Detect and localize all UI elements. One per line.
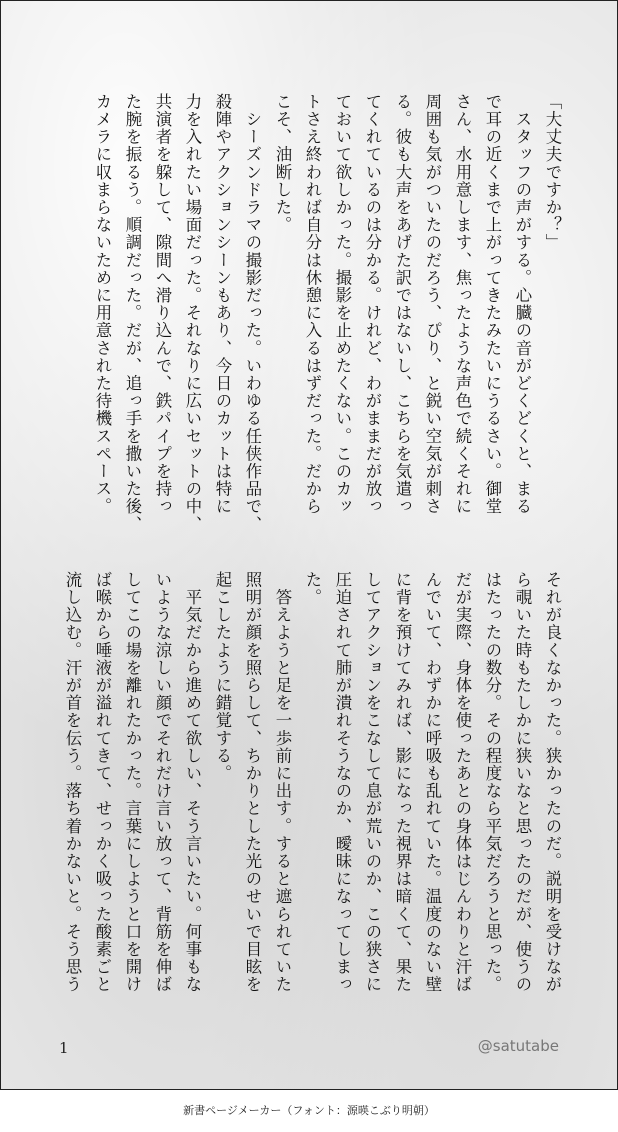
text-line: シーズンドラマの撮影だった。いわゆる任侠作品で、	[243, 93, 262, 533]
text-block-lower	[57, 571, 567, 994]
text-line: ら覗いた時もたしかに狭いなと思ったのだが、使うの	[513, 571, 532, 994]
text-line: してこの場を離れたかった。言葉にしようと口を開け	[123, 571, 142, 994]
text-line: ておいて欲しかった。撮影を止めたくない。このカッ	[333, 93, 352, 516]
text-line: それが良くなかった。狭かったのだ。説明を受けなが	[543, 571, 562, 994]
text-block-upper	[93, 93, 567, 533]
page-number: 1	[59, 1039, 69, 1057]
text-line: してアクションをこなして息が荒いのか、この狭さに	[363, 571, 382, 994]
text-line: 共演者を躱して、隙間へ滑り込んで、鉄パイプを持っ	[153, 93, 172, 516]
text-line: る。彼も大声をあげた訳ではないし、こちらを気遣っ	[393, 93, 412, 516]
text-line: 答えようと足を一歩前に出す。すると遮られていた	[273, 571, 292, 994]
text-line: で耳の近くまで上がってきたみたいにうるさい。御堂	[483, 93, 502, 516]
text-line: んでいて、わずかに呼吸も乱れていた。温度のない壁	[423, 571, 442, 994]
text-line: だが実際、身体を使ったあとの身体はじんわりと汗ば	[453, 571, 472, 994]
text-line: カメラに収まらないために用意された待機スペース。	[93, 93, 112, 516]
generator-caption: 新書ページメーカー（フォント：源暎こぶり明朝）	[183, 1104, 435, 1117]
text-line: てくれているのは分かる。けれど、わがままだが放っ	[363, 93, 382, 516]
text-line: 力を入れたい場面だった。それなりに広いセットの中、	[183, 93, 202, 533]
text-line: た。	[303, 571, 322, 607]
text-line: た腕を振るう。順調だった。だが、追っ手を撒いた後、	[123, 93, 142, 533]
text-line: スタッフの声がする。心臓の音がどくどくと、まる	[513, 93, 532, 516]
text-line: さん、水用意します、焦ったような声色で続くそれに	[453, 93, 472, 516]
text-line: 起こしたように錯覚する。	[213, 571, 232, 783]
text-line: 周囲も気がついたのだろう、ぴり、と鋭い空気が刺さ	[423, 93, 442, 516]
text-line: 照明が顔を照らして、ちかりとした光のせいで目眩を	[243, 571, 262, 994]
author-credit: @satutabe	[477, 1037, 559, 1055]
text-line: いような涼しい顔でそれだけ言い放って、背筋を伸ば	[153, 571, 172, 994]
text-line: 平気だから進めて欲しい、そう言いたい。何事もな	[183, 571, 202, 994]
text-line: 殺陣やアクションシーンもあり、今日のカットは特に	[213, 93, 232, 516]
text-line: に背を預けてみれば、影になった視界は暗くて、果た	[393, 571, 412, 994]
text-line: 圧迫されて肺が潰れそうなのか、曖昧になってしまっ	[333, 571, 352, 994]
text-line: はたったの数分。その程度なら平気だろうと思った。	[483, 571, 502, 994]
text-line: 流し込む。汗が首を伝う。落ち着かないと。そう思う	[63, 571, 82, 994]
text-line: ば喉から唾液が溢れてきて、せっかく吸った酸素ごと	[93, 571, 112, 994]
text-line: こそ、油断した。	[273, 93, 292, 234]
text-line: トさえ終われば自分は休憩に入るはずだった。だから	[303, 93, 322, 516]
text-line: 「大丈夫ですか？」	[543, 93, 562, 252]
